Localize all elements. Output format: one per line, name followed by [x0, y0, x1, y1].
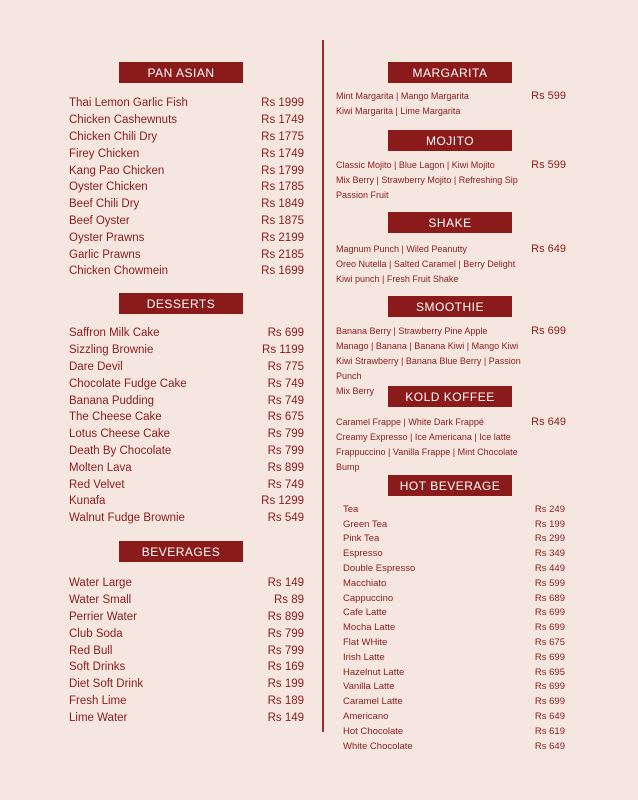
item-name: Chocolate Fudge Cake — [69, 377, 187, 390]
item-price: Rs 799 — [267, 627, 304, 640]
menu-item — [69, 493, 304, 510]
section-header-desserts: DESSERTS — [119, 293, 243, 314]
item-price: Rs 699 — [534, 696, 565, 708]
item-name: Diet Soft Drink — [69, 678, 144, 691]
menu-item — [69, 575, 304, 592]
menu-item — [343, 650, 565, 665]
menu-item — [69, 179, 304, 196]
menu-item — [69, 359, 304, 376]
section-header-margarita: MARGARITA — [388, 62, 512, 83]
item-name: Chicken Cashewnuts — [69, 114, 178, 127]
item-price: Rs 2185 — [261, 248, 304, 261]
item-price: Rs 1849 — [261, 198, 304, 211]
item-price: Rs 675 — [267, 411, 304, 424]
menu-item — [69, 592, 304, 609]
menu-item — [69, 625, 304, 642]
flavor-line: Manago | Banana | Banana Kiwi | Mango Kiwi — [336, 341, 519, 351]
item-name: Thai Lemon Garlic Fish — [69, 97, 188, 110]
item-name: Macchiato — [343, 577, 387, 589]
item-name: Cafe Latte — [343, 607, 387, 619]
item-name: Beef Oyster — [69, 214, 130, 227]
item-price: Rs 699 — [534, 622, 565, 634]
item-name: Tea — [343, 503, 359, 515]
flavor-line: Caramel Frappe | White Dark Frappé — [336, 417, 484, 427]
flavor-line: Magnum Punch | Wiled Peanutty — [336, 244, 467, 254]
item-price: Rs 89 — [273, 594, 304, 607]
item-price: Rs 1199 — [262, 344, 304, 357]
item-price: Rs 699 — [534, 681, 565, 693]
margarita-block — [336, 89, 566, 119]
menu-item — [69, 162, 304, 179]
item-price: Rs 299 — [534, 533, 565, 545]
menu-item — [343, 739, 565, 754]
menu-item — [69, 476, 304, 493]
item-price: Rs 799 — [267, 444, 304, 457]
menu-item — [69, 609, 304, 626]
menu-item — [69, 676, 304, 693]
menu-item — [343, 591, 565, 606]
item-name: Dare Devil — [69, 360, 123, 373]
item-name: Saffron Milk Cake — [69, 327, 160, 340]
shake-block — [336, 242, 566, 287]
hot-beverage-list — [343, 502, 565, 754]
column-divider — [322, 40, 324, 732]
menu-item — [69, 246, 304, 263]
section-price: Rs 649 — [531, 243, 566, 255]
item-price: Rs 699 — [267, 327, 304, 340]
item-name: Water Small — [69, 594, 132, 607]
item-name: Walnut Fudge Brownie — [69, 512, 185, 525]
menu-item — [343, 576, 565, 591]
item-price: Rs 149 — [267, 711, 304, 724]
item-name: Chicken Chowmein — [69, 265, 169, 278]
menu-item — [69, 709, 304, 726]
section-header-pan-asian: PAN ASIAN — [119, 62, 243, 83]
flavor-line: Creamy Expresso | Ice Americana | Ice latte — [336, 432, 511, 442]
item-price: Rs 749 — [267, 394, 304, 407]
menu-item — [69, 325, 304, 342]
menu-item — [69, 693, 304, 710]
item-name: Firey Chicken — [69, 147, 140, 160]
item-name: Soft Drinks — [69, 661, 126, 674]
item-price: Rs 199 — [534, 518, 565, 530]
item-name: Kang Pao Chicken — [69, 164, 165, 177]
flavor-line: Frappuccino | Vanilla Frappe | Mint Chocolate Bump — [336, 447, 518, 472]
desserts-list — [69, 325, 304, 527]
section-header-shake: SHAKE — [388, 212, 512, 233]
menu-item — [343, 635, 565, 650]
item-name: Death By Chocolate — [69, 444, 172, 457]
menu-item — [69, 263, 304, 280]
item-price: Rs 699 — [534, 607, 565, 619]
menu-item — [69, 229, 304, 246]
item-price: Rs 1749 — [261, 114, 304, 127]
item-name: Perrier Water — [69, 610, 137, 623]
flavor-line: Kiwi punch | Fresh Fruit Shake — [336, 274, 459, 284]
beverages-list — [69, 575, 304, 726]
item-name: Flat WHite — [343, 637, 388, 649]
item-price: Rs 599 — [534, 577, 565, 589]
section-header-mojito: MOJITO — [388, 130, 512, 151]
menu-item — [343, 561, 565, 576]
item-price: Rs 2199 — [261, 231, 304, 244]
menu-item — [69, 392, 304, 409]
item-price: Rs 619 — [534, 725, 565, 737]
item-name: Cappuccino — [343, 592, 394, 604]
flavor-line: Passion Fruit — [336, 190, 389, 200]
item-name: Americano — [343, 711, 389, 723]
item-price: Rs 649 — [534, 740, 565, 752]
item-price: Rs 675 — [534, 637, 565, 649]
item-price: Rs 1775 — [261, 130, 304, 143]
item-name: Kunafa — [69, 495, 106, 508]
item-price: Rs 749 — [267, 377, 304, 390]
menu-item — [69, 112, 304, 129]
pan-asian-list — [69, 95, 304, 280]
menu-item — [343, 517, 565, 532]
menu-item — [343, 546, 565, 561]
item-name: White Chocolate — [343, 740, 413, 752]
flavor-line: Classic Mojito | Blue Lagon | Kiwi Mojito — [336, 160, 495, 170]
item-price: Rs 1299 — [261, 495, 304, 508]
flavor-line: Mint Margarita | Mango Margarita — [336, 91, 469, 101]
menu-item — [69, 375, 304, 392]
item-name: The Cheese Cake — [69, 411, 162, 424]
item-name: Chicken Chili Dry — [69, 130, 158, 143]
item-name: Red Bull — [69, 644, 113, 657]
menu-item — [69, 342, 304, 359]
flavor-line: Mix Berry | Strawberry Mojito | Refreshing Sip — [336, 175, 518, 185]
item-price: Rs 189 — [267, 694, 304, 707]
flavor-line: Kiwi Strawberry | Banana Blue Berry | Passion Punch — [336, 356, 521, 381]
item-name: Irish Latte — [343, 651, 385, 663]
item-price: Rs 249 — [534, 503, 565, 515]
item-price: Rs 349 — [534, 548, 565, 560]
menu-item — [343, 532, 565, 547]
item-price: Rs 689 — [534, 592, 565, 604]
item-name: Oyster Prawns — [69, 231, 145, 244]
item-name: Double Espresso — [343, 563, 416, 575]
menu-item — [69, 213, 304, 230]
item-price: Rs 149 — [267, 577, 304, 590]
item-price: Rs 1999 — [261, 97, 304, 110]
item-name: Lime Water — [69, 711, 128, 724]
menu-item — [343, 606, 565, 621]
item-price: Rs 899 — [267, 610, 304, 623]
item-price: Rs 649 — [534, 711, 565, 723]
menu-item — [69, 443, 304, 460]
section-header-kold-koffee: KOLD KOFFEE — [388, 386, 512, 407]
section-price: Rs 599 — [531, 159, 566, 171]
menu-item — [69, 196, 304, 213]
item-name: Hot Chocolate — [343, 725, 404, 737]
item-price: Rs 775 — [267, 360, 304, 373]
flavor-line: Mix Berry — [336, 386, 374, 396]
item-name: Club Soda — [69, 627, 123, 640]
section-header-hot-beverage: HOT BEVERAGE — [388, 475, 512, 496]
menu-item — [343, 694, 565, 709]
item-name: Hazelnut Latte — [343, 666, 405, 678]
section-header-beverages: BEVERAGES — [119, 541, 243, 562]
item-price: Rs 799 — [267, 644, 304, 657]
item-price: Rs 449 — [534, 563, 565, 575]
menu-item — [69, 145, 304, 162]
flavor-line: Banana Berry | Strawberry Pine Apple — [336, 326, 488, 336]
item-name: Lotus Cheese Cake — [69, 428, 171, 441]
item-price: Rs 549 — [267, 512, 304, 525]
item-price: Rs 1799 — [261, 164, 304, 177]
menu-item — [343, 724, 565, 739]
item-name: Sizzling Brownie — [69, 344, 154, 357]
item-price: Rs 1749 — [261, 147, 304, 160]
flavor-line: Oreo Nutella | Salted Caramel | Berry Delight — [336, 259, 516, 269]
item-price: Rs 1875 — [261, 214, 304, 227]
item-price: Rs 749 — [267, 478, 304, 491]
item-price: Rs 169 — [267, 661, 304, 674]
item-name: Red Velvet — [69, 478, 125, 491]
mojito-block — [336, 158, 566, 203]
flavor-line: Kiwi Margarita | Lime Margarita — [336, 106, 461, 116]
menu-item — [69, 409, 304, 426]
item-name: Beef Chili Dry — [69, 198, 140, 211]
kold-koffee-block — [336, 415, 566, 475]
item-price: Rs 1785 — [261, 181, 304, 194]
item-name: Pink Tea — [343, 533, 380, 545]
item-name: Water Large — [69, 577, 132, 590]
menu-item — [343, 709, 565, 724]
section-header-smoothie: SMOOTHIE — [388, 296, 512, 317]
item-name: Molten Lava — [69, 461, 132, 474]
item-price: Rs 799 — [267, 428, 304, 441]
menu-item — [69, 129, 304, 146]
item-name: Banana Pudding — [69, 394, 155, 407]
section-price: Rs 699 — [531, 325, 566, 337]
item-name: Green Tea — [343, 518, 388, 530]
item-price: Rs 1699 — [261, 265, 304, 278]
item-name: Espresso — [343, 548, 383, 560]
item-name: Garlic Prawns — [69, 248, 141, 261]
section-price: Rs 599 — [531, 90, 566, 102]
item-name: Caramel Latte — [343, 696, 403, 708]
menu-item — [343, 620, 565, 635]
menu-item — [69, 642, 304, 659]
item-name: Fresh Lime — [69, 694, 127, 707]
item-price: Rs 699 — [534, 651, 565, 663]
menu-item — [69, 459, 304, 476]
menu-item — [343, 665, 565, 680]
menu-item — [69, 659, 304, 676]
item-price: Rs 695 — [534, 666, 565, 678]
menu-item — [69, 510, 304, 527]
item-name: Oyster Chicken — [69, 181, 148, 194]
menu-item — [343, 502, 565, 517]
menu-item — [69, 95, 304, 112]
item-price: Rs 899 — [267, 461, 304, 474]
item-name: Mocha Latte — [343, 622, 396, 634]
item-name: Vanilla Latte — [343, 681, 395, 693]
item-price: Rs 199 — [267, 678, 304, 691]
section-price: Rs 649 — [531, 416, 566, 428]
menu-item — [69, 426, 304, 443]
menu-item — [343, 680, 565, 695]
